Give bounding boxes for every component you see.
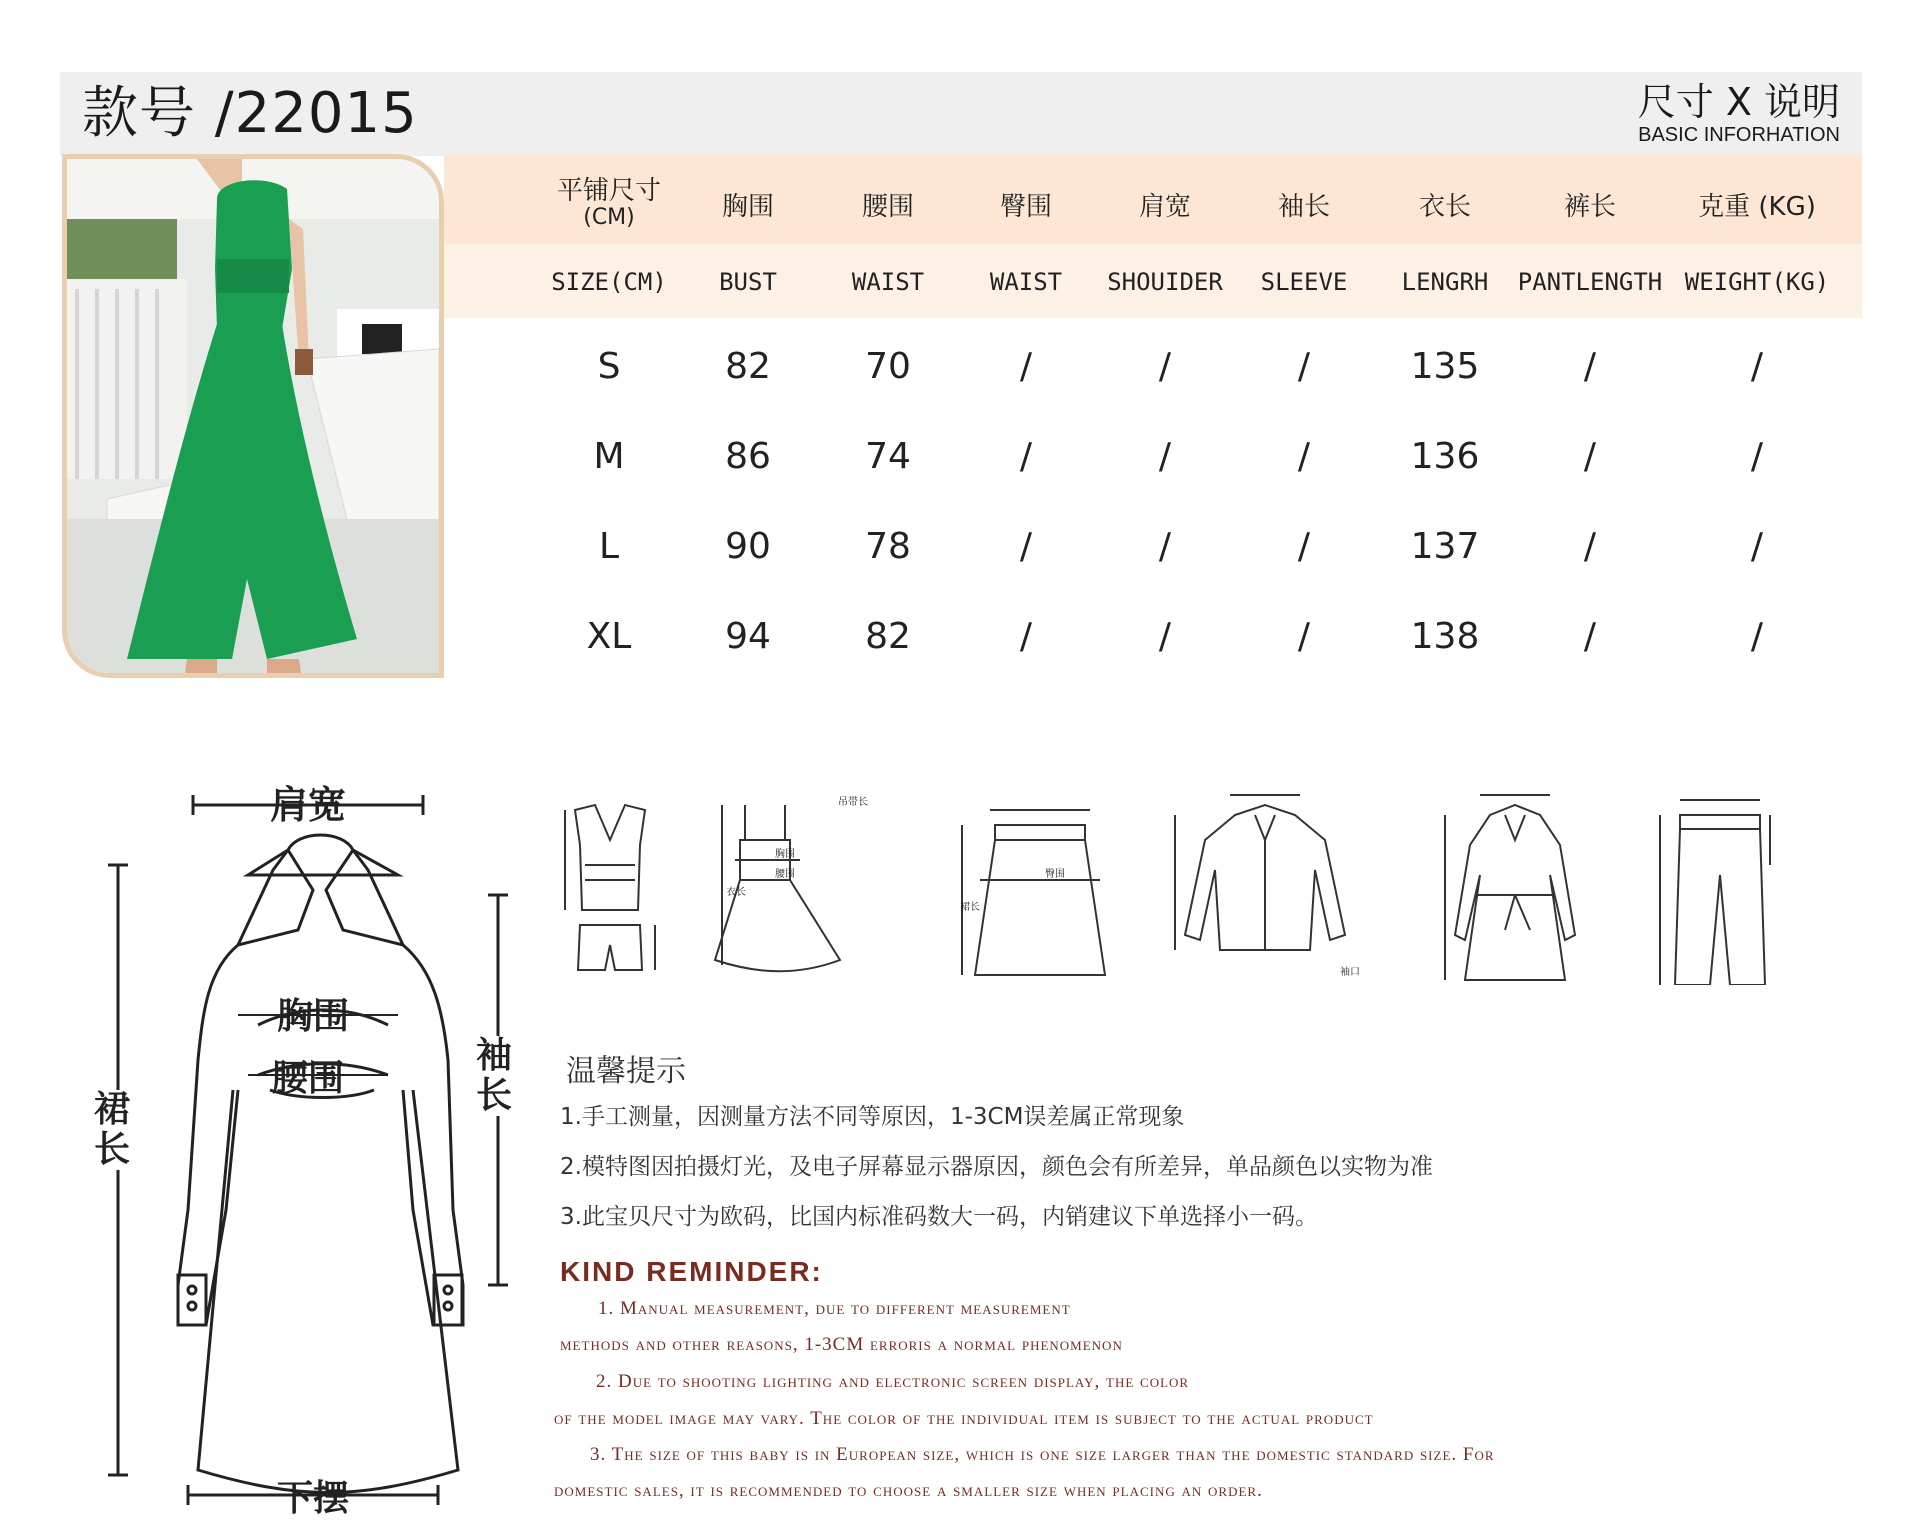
tip-item-1: 1.手工测量，因测量方法不同等原因，1-3CM误差属正常现象 xyxy=(560,1104,1185,1130)
header-en-weight: WEIGHT(KG) xyxy=(1684,268,1830,296)
header-en-size: SIZE(CM) xyxy=(551,268,667,296)
header-cn-size-label: 平铺尺寸 xyxy=(556,176,662,206)
label-sleeve: 袖长 xyxy=(475,1035,512,1116)
size-label: XL xyxy=(586,616,632,657)
tips-title: 温馨提示 xyxy=(566,1054,686,1089)
icon-label-length: 衣长 xyxy=(726,887,746,898)
table-cell: 70 xyxy=(865,346,911,387)
table-cell: / xyxy=(1019,616,1033,657)
header-en-hip: WAIST xyxy=(989,268,1063,296)
header-en-length: LENGRH xyxy=(1401,268,1489,296)
pants-icon xyxy=(1660,800,1770,985)
table-cell: 74 xyxy=(865,436,911,477)
size-label: M xyxy=(593,436,625,477)
table-cell: 86 xyxy=(725,436,771,477)
label-bust: 胸围 xyxy=(276,996,350,1037)
header-cn-size xyxy=(557,176,661,230)
table-cell: / xyxy=(1583,346,1597,387)
table-cell: / xyxy=(1158,346,1172,387)
table-cell: / xyxy=(1750,346,1764,387)
table-cell: 94 xyxy=(725,616,771,657)
tip-item-2: 2.模特图因拍摄灯光，及电子屏幕显示器原因，颜色会有所差异，单品颜色以实物为准 xyxy=(560,1154,1433,1180)
table-cell: 90 xyxy=(725,526,771,567)
garment-icons xyxy=(560,785,1780,985)
kind-reminder-line-3: 2. Due to shooting lighting and electronic screen display, the color xyxy=(596,1371,1190,1392)
table-cell: 137 xyxy=(1410,526,1480,567)
header-cn-length: 衣长 xyxy=(1418,192,1472,222)
table-cell: / xyxy=(1158,436,1172,477)
icon-label-strap-length: 吊带长 xyxy=(838,797,868,808)
kind-reminder-line-2: methods and other reasons, 1-3CM erroris a normal phenomenon xyxy=(560,1334,1123,1355)
header-cn-sleeve: 袖长 xyxy=(1277,192,1331,222)
table-cell: 136 xyxy=(1410,436,1480,477)
tip-item-3: 3.此宝贝尺寸为欧码，比国内标准码数大一码，内销建议下单选择小一码。 xyxy=(560,1204,1318,1230)
kind-reminder-line-5: 3. The size of this baby is in European size, which is one size larger than the domestic standard size. For xyxy=(590,1444,1495,1465)
icon-label-waist: 腰围 xyxy=(775,869,795,880)
coat-dress-icon xyxy=(1445,795,1575,980)
table-cell: / xyxy=(1297,526,1311,567)
photo-illustration xyxy=(67,159,439,673)
table-cell: / xyxy=(1297,436,1311,477)
icon-label-bust: 胸围 xyxy=(775,849,795,860)
table-cell: / xyxy=(1583,616,1597,657)
table-cell: 78 xyxy=(865,526,911,567)
table-cell: 138 xyxy=(1410,616,1480,657)
table-cell: / xyxy=(1583,526,1597,567)
kind-reminder-line-4: of the model image may vary. The color of the individual item is subject to the actual product xyxy=(554,1408,1374,1429)
header-en-pant-length: PANTLENGTH xyxy=(1517,268,1663,296)
table-cell: / xyxy=(1019,436,1033,477)
label-waist: 腰围 xyxy=(271,1058,345,1099)
kind-reminder-title: KIND REMINDER: xyxy=(560,1256,823,1287)
section-title-en: BASIC INFORHATION xyxy=(1638,124,1840,146)
table-cell: / xyxy=(1019,346,1033,387)
table-cell: / xyxy=(1297,346,1311,387)
table-cell: 82 xyxy=(865,616,911,657)
header-en-waist: WAIST xyxy=(851,268,925,296)
table-cell: / xyxy=(1019,526,1033,567)
table-cell: / xyxy=(1158,616,1172,657)
skirt-icon xyxy=(962,810,1105,975)
table-cell: / xyxy=(1297,616,1311,657)
header-cn-waist: 腰围 xyxy=(861,192,915,222)
product-photo xyxy=(62,154,444,678)
header-en-sleeve: SLEEVE xyxy=(1260,268,1348,296)
header-cn-unit: (CM) xyxy=(583,205,635,230)
icon-label-skirt-length: 裙长 xyxy=(960,902,980,913)
label-skirt-length: 裙长 xyxy=(93,1089,130,1170)
dress-outline xyxy=(178,835,463,1493)
header-cn-pant-length: 裤长 xyxy=(1563,192,1617,222)
table-cell: / xyxy=(1583,436,1597,477)
icon-label-hip: 臀围 xyxy=(1045,869,1065,880)
section-title-cn: 尺寸 X 说明 xyxy=(1637,80,1840,124)
table-cell: / xyxy=(1750,526,1764,567)
kind-reminder-line-6: domestic sales, it is recommended to choose a smaller size when placing an order. xyxy=(554,1480,1263,1501)
label-shoulder: 肩宽 xyxy=(269,783,347,827)
table-cell: 82 xyxy=(725,346,771,387)
top-shorts-icon xyxy=(565,805,655,970)
size-label: S xyxy=(597,346,621,387)
icon-label-cuff: 袖口 xyxy=(1340,967,1360,978)
table-cell: / xyxy=(1750,616,1764,657)
style-number: 款号 /22015 xyxy=(82,81,418,146)
size-label: L xyxy=(598,526,620,567)
header-cn-bust: 胸围 xyxy=(721,192,775,222)
header-en-bust: BUST xyxy=(719,268,777,296)
section-title xyxy=(1638,80,1840,146)
table-cell: / xyxy=(1158,526,1172,567)
blouse-icon xyxy=(1175,795,1345,950)
header-cn-hip: 臀围 xyxy=(999,192,1053,222)
kind-reminder-line-1: 1. Manual measurement, due to different measurement xyxy=(598,1298,1071,1319)
table-cell: 135 xyxy=(1410,346,1480,387)
header-cn-weight: 克重 (KG) xyxy=(1698,192,1816,222)
header-cn-shoulder: 肩宽 xyxy=(1138,192,1192,222)
table-cell: / xyxy=(1750,436,1764,477)
label-hem: 下摆 xyxy=(276,1478,350,1519)
header-en-shoulder: SHOUIDER xyxy=(1107,268,1223,296)
